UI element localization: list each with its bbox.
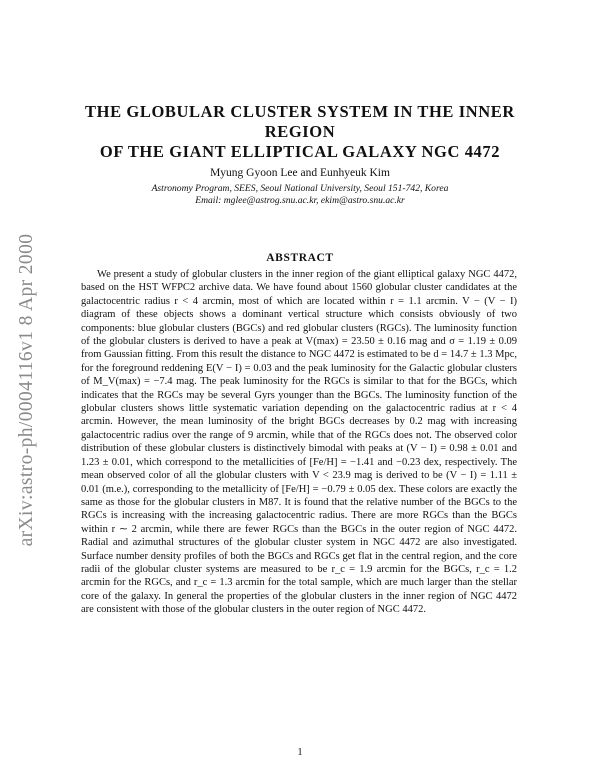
affiliation: Astronomy Program, SEES, Seoul National University, Seoul 151-742, Korea <box>151 183 449 194</box>
abstract-body: We present a study of globular clusters in the inner region of the giant elliptical galaxy NGC 4472, based on the HST WFPC2 archive data. We have found about 1560 globular cluster candidates at the galactocentric radius r < 4 arcmin, most of which are located within r = 1.1 arcmin. V − (V − I) diagram of these objects shows a dominant vertical structure which consists obviously of two components: blue globular clusters (BGCs) and red globular clusters (RGCs). The luminosity function of the globular clusters is derived to have a peak at V(max) = 23.50 ± 0.16 mag and σ = 1.19 ± 0.09 from Gaussian fitting. From this result the distance to NGC 4472 is estimated to be d = 14.7 ± 1.3 Mpc, for the foreground reddening E(V − I) = 0.03 and the peak luminosity for the Galactic globular clusters of M_V(max) = −7.4 mag. The peak luminosity for the RGCs is similar to that for the BGCs, which indicates that the RGCs may be several Gyrs younger than the BGCs. The luminosity function of the globular clusters shows little systematic variation depending on the galactocentric radius at r < 4 arcmin. However, the mean luminosity of the bright BGCs decreases by 0.2 mag with increasing galactocentric radius over the range of 9 arcmin, while that of the RGCs does not. The observed color distribution of these globular clusters is distinctively bimodal with peaks at (V − I) = 0.98 ± 0.01 and 1.23 ± 0.01, which correspond to the metallicities of [Fe/H] = −1.41 and −0.23 dex, respectively. The mean observed color of all the globular clusters with V < 23.9 mag is derived to be (V − I) = 1.11 ± 0.01 (m.e.), corresponding to the metallicity of [Fe/H] = −0.79 ± 0.05 dex. These colors are exactly the same as those for the globular clusters in M87. It is found that the relative number of the BGCs to the RGCs is increasing with the increasing galactocentric radius. There are more RGCs than the BGCs within r ∼ 2 arcmin, while there are fewer RGCs than the BGCs in the outer region of NGC 4472. Radial and azimuthal structures of the globular cluster system in NGC 4472 are also investigated. Surface number density profiles of both the BGCs and RGCs get flat in the central region, and the core radii of the globular cluster systems are measured to be r_c = 1.9 arcmin for the BGCs, r_c = 1.2 arcmin for the RGCs, and r_c = 1.3 arcmin for the total sample, which are much larger than the stellar core of the galaxy. In general the properties of the globular clusters in the inner region of NGC 4472 are consistent with those of the globular clusters in the outer region of NGC 4472. <box>81 269 517 616</box>
title-line-2: OF THE GIANT ELLIPTICAL GALAXY NGC 4472 <box>99 142 501 161</box>
email-line: Email: mglee@astrog.snu.ac.kr, ekim@astro.snu.ac.kr <box>195 195 405 206</box>
title-line-1: THE GLOBULAR CLUSTER SYSTEM IN THE INNER REGION <box>85 102 515 141</box>
abstract-heading: ABSTRACT <box>266 252 334 264</box>
arxiv-identifier: arXiv:astro-ph/0004116v1 8 Apr 2000 <box>16 233 37 547</box>
page-number: 1 <box>297 747 303 758</box>
paper-title <box>50 102 550 162</box>
author-list: Myung Gyoon Lee and Eunhyeuk Kim <box>210 167 390 179</box>
